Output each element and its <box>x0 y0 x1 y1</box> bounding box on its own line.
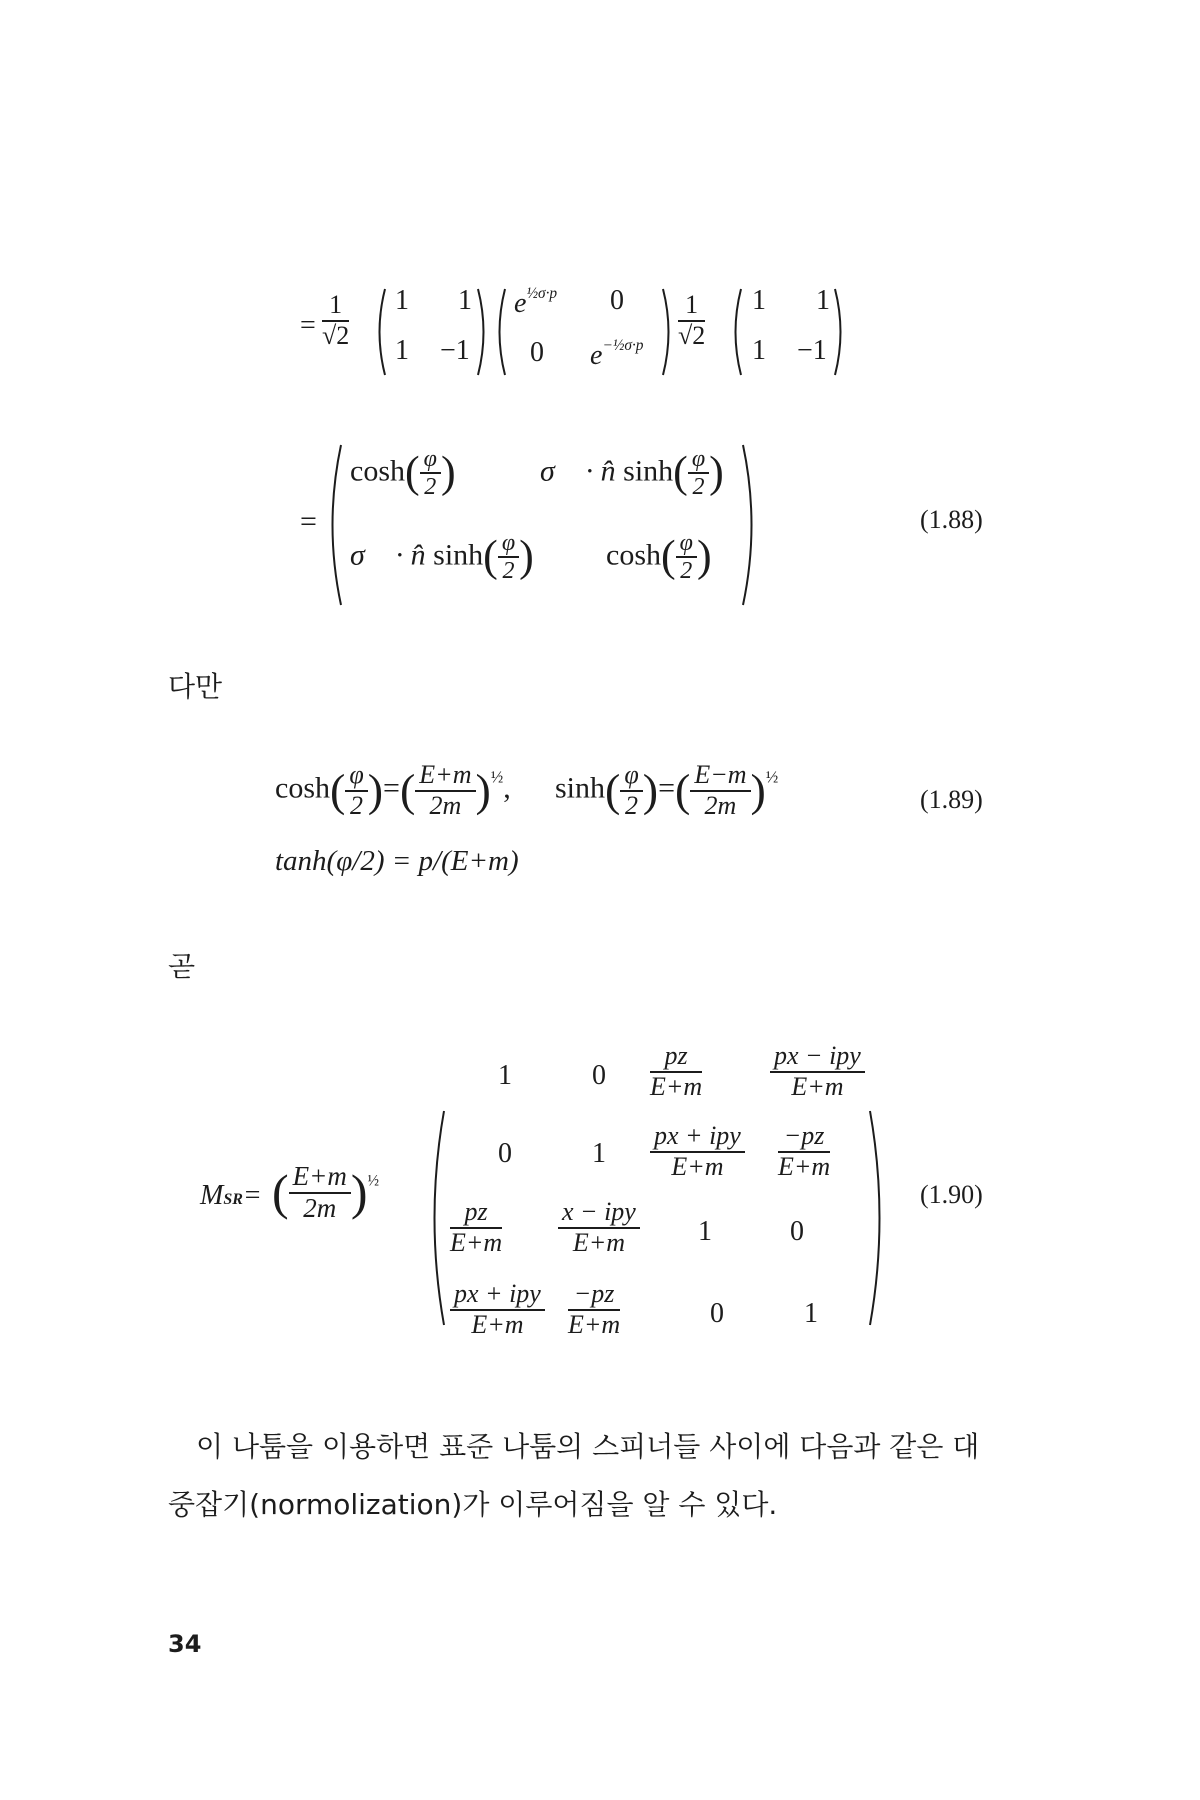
matrix-cell: 1 <box>804 1298 818 1329</box>
matrix-diag-cell-22: $e^{-\frac{1}{2}\sigma\cdot p}$ <box>590 337 644 371</box>
equation-1-90 <box>200 1040 900 1360</box>
msr-prefactor: ( $\frac{E+m}{2m}$ )$^{\frac{1}{2}}$ <box>272 1161 380 1223</box>
matrix-cell-fraction: px − ipy E+m <box>770 1042 865 1101</box>
matrix-cell: 0 <box>790 1216 804 1247</box>
matrix-cell: 0 <box>710 1298 724 1329</box>
sigma-n-sinh-cell-bottom-left: σ⃗ · n̂ sinh( $\frac{\varphi}{2}$ ) <box>350 530 534 585</box>
matrix-diag-cell-11: $e^{\frac{1}{2}\sigma\cdot p}$ <box>514 285 558 319</box>
matrix-a-right-paren <box>475 287 491 377</box>
matrix-right-paren <box>866 1108 892 1328</box>
matrix-diag-right-paren <box>660 287 676 377</box>
sigma-n-sinh-cell-top-right: σ⃗ · n̂ sinh( $\frac{\varphi}{2}$ ) <box>540 446 724 501</box>
matrix-cell-fraction: px + ipy E+m <box>450 1280 545 1339</box>
big-right-paren <box>740 442 762 608</box>
matrix-a-cell: 1 <box>395 285 409 316</box>
equals-sign: = <box>300 505 317 538</box>
cosh-cell-top-left: cosh( $\frac{\varphi}{2}$ ) <box>350 446 456 501</box>
page-number: 34 <box>168 1630 202 1658</box>
matrix-cell-fraction: $\frac{-pz}{E+m}$ <box>568 1279 621 1339</box>
equation-number-1-90: (1.90) <box>920 1180 983 1209</box>
matrix-diag-cell-21: 0 <box>530 337 544 368</box>
equation-1-88-line2 <box>300 440 1000 610</box>
text-daman: 다만 <box>168 670 223 703</box>
matrix-cell: 1 <box>592 1138 606 1169</box>
equals-sign: = <box>300 310 316 341</box>
matrix-b-cell: 1 <box>752 285 766 316</box>
matrix-b-left-paren <box>728 287 744 377</box>
matrix-diag-left-paren <box>492 287 508 377</box>
matrix-cell-fraction: $\frac{pz}{E+m}$ <box>450 1197 503 1257</box>
matrix-a-cell: 1 <box>395 335 409 366</box>
matrix-b-right-paren <box>832 287 848 377</box>
matrix-cell-fraction: px + ipy E+m <box>650 1122 745 1181</box>
sinh-expression: sinh( $\frac{\varphi}{2}$ )=( $\frac{E-m}{2m}$ )$^{\frac{1}{2}}$ <box>555 760 779 820</box>
matrix-a-cell: −1 <box>440 335 470 366</box>
matrix-b-cell: −1 <box>797 335 827 366</box>
matrix-b-cell: 1 <box>816 285 830 316</box>
tanh-relation: tanh(φ/2) = p/(E+m) <box>275 845 519 877</box>
matrix-cell-fraction: x − ipy E+m <box>558 1198 640 1257</box>
matrix-a-cell: 1 <box>458 285 472 316</box>
body-paragraph <box>168 1418 1048 1534</box>
equation-number-1-89: (1.89) <box>920 785 983 814</box>
text-gon: 곧 <box>168 950 196 983</box>
paragraph-line-1: 이 나툼을 이용하면 표준 나툼의 스피너들 사이에 다음과 같은 대 <box>196 1430 980 1463</box>
equation-1-89 <box>275 755 895 855</box>
big-left-paren <box>322 442 344 608</box>
matrix-cell: 1 <box>498 1060 512 1091</box>
matrix-left-paren <box>422 1108 448 1328</box>
msr-lhs: MSR= <box>200 1180 262 1211</box>
equation-1-88-line1 <box>300 285 900 380</box>
matrix-diag-cell-12: 0 <box>610 285 624 316</box>
equation-number-1-88: (1.88) <box>920 505 983 534</box>
matrix-b-cell: 1 <box>752 335 766 366</box>
fraction-one-over-sqrt2: $\frac{1}{√2}$ <box>678 290 706 350</box>
paragraph-line-2: 중잡기(normolization)가 이루어짐을 알 수 있다. <box>168 1488 778 1521</box>
matrix-cell: 0 <box>498 1138 512 1169</box>
matrix-cell-fraction: $\frac{-pz}{E+m}$ <box>778 1121 831 1181</box>
matrix-cell-fraction: $\frac{pz}{E+m}$ <box>650 1041 703 1101</box>
fraction-one-over-sqrt2: $\frac{1}{√2}$ <box>322 290 350 350</box>
matrix-cell: 1 <box>698 1216 712 1247</box>
cosh-cell-bottom-right: cosh( $\frac{\varphi}{2}$ ) <box>606 530 712 585</box>
matrix-a-left-paren <box>372 287 388 377</box>
matrix-cell: 0 <box>592 1060 606 1091</box>
cosh-expression: cosh( $\frac{\varphi}{2}$ )=( $\frac{E+m}{2m}$ )$^{\frac{1}{2}}$, <box>275 760 511 820</box>
